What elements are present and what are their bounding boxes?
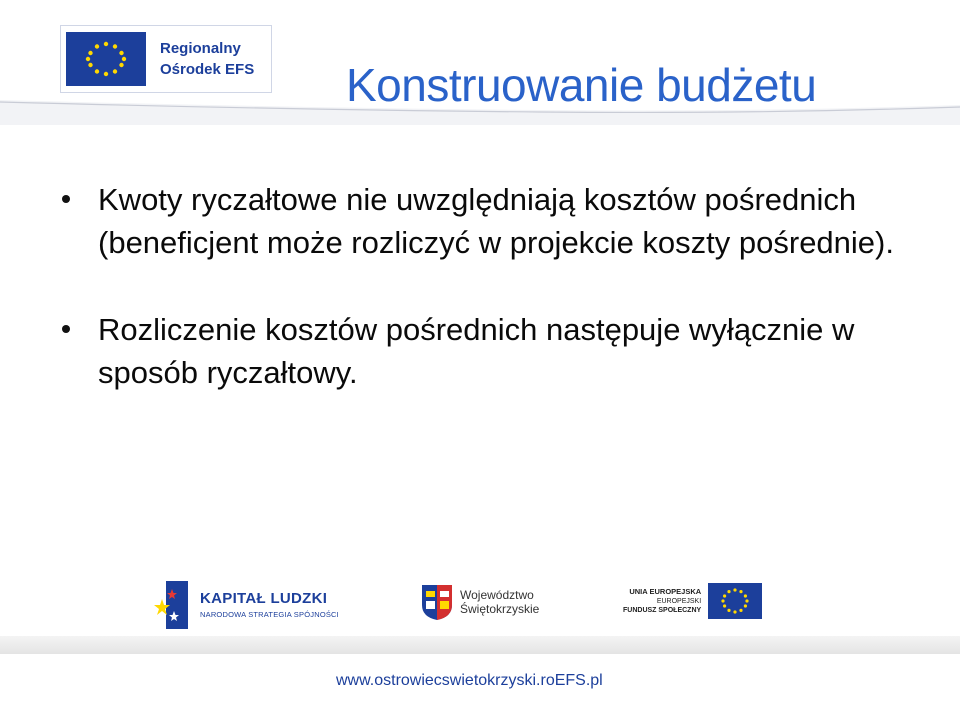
kapital-ludzki-emblem-icon (152, 577, 188, 631)
eu-flag-icon (66, 32, 146, 86)
bullet-text: Rozliczenie kosztów pośrednich następuje wyłącznie w sposób ryczałtowy. (98, 312, 855, 390)
bullet-item (58, 308, 918, 394)
eu-flag-icon (708, 583, 762, 619)
eu-line3: FUNDUSZ SPOŁECZNY (623, 607, 702, 614)
eu-line2: EUROPEJSKI (656, 598, 702, 605)
wojewodztwo-swietokrzyskie-logo (420, 583, 539, 621)
regionalny-osrodek-efs-logo (60, 25, 272, 93)
eu-efs-logo (623, 583, 762, 619)
coat-of-arms-icon (420, 583, 454, 621)
header-band (0, 0, 960, 125)
bullet-dot-icon (62, 325, 70, 333)
kapital-ludzki-text (200, 590, 339, 619)
eu-text (623, 587, 701, 615)
bullet-item (58, 178, 918, 264)
wojewodztwo-line1: Województwo (460, 588, 534, 602)
bullet-text: Kwoty ryczałtowe nie uwzględniają kosztów pośrednich (beneficjent może rozliczyć w projekcie koszty pośrednie). (98, 182, 894, 260)
kapital-ludzki-subtitle: NARODOWA STRATEGIA SPÓJNOŚCI (200, 609, 339, 619)
logo-bar (0, 565, 960, 640)
kapital-ludzki-title: KAPITAŁ LUDZKI (200, 589, 328, 607)
efs-logo-text (160, 38, 254, 80)
wojewodztwo-line2: Świętokrzyskie (460, 602, 540, 616)
efs-logo-line1: Regionalny (160, 40, 241, 57)
efs-logo-line2: Ośrodek EFS (160, 61, 255, 78)
eu-line1: UNIA EUROPEJSKA (629, 587, 702, 596)
kapital-ludzki-logo (152, 577, 339, 631)
bullet-dot-icon (62, 195, 70, 203)
bullet-list (58, 178, 918, 394)
footer-url: www.ostrowiecswietokrzyski.roEFS.pl (336, 672, 603, 689)
slide-title: Konstruowanie budżetu (346, 59, 817, 111)
wojewodztwo-text (460, 588, 539, 616)
footer-band (0, 636, 960, 654)
